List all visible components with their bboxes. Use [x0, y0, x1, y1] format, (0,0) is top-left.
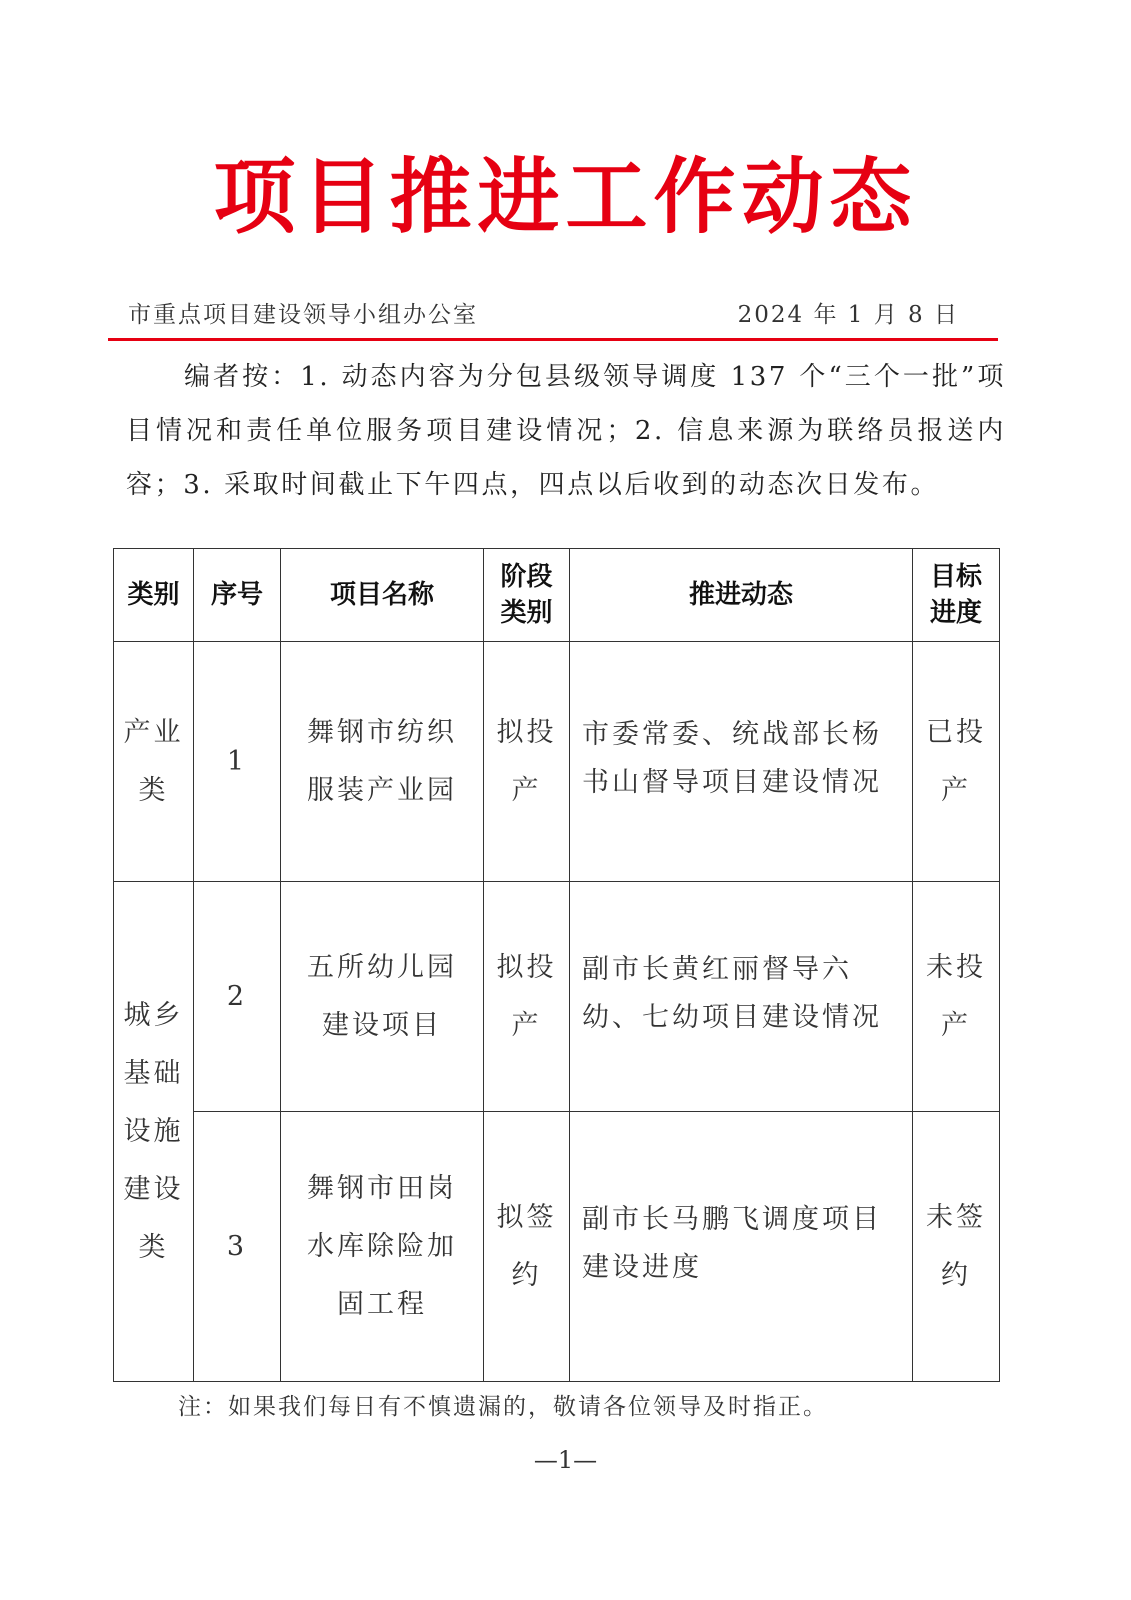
row-seq: 2 [194, 882, 281, 1112]
row-seq: 1 [194, 642, 281, 882]
editor-note: 编者按：1. 动态内容为分包县级领导调度 137 个“三个一批”项目情况和责任单位服务项目建设情况；2. 信息来源为联络员报送内容；3. 采取时间截止下午四点，四点以后收到的动态次日发布。 [126, 362, 1006, 500]
table-row [114, 882, 1000, 1112]
footnote: 注：如果我们每日有不慎遗漏的，敬请各位领导及时指正。 [178, 1394, 828, 1420]
header-target: 目标进度 [913, 549, 1000, 642]
row-target: 未签约 [913, 1112, 1000, 1382]
table-row [114, 642, 1000, 882]
row-stage: 拟签约 [484, 1112, 570, 1382]
header-stage: 阶段类别 [484, 549, 570, 642]
table-header-row [114, 549, 1000, 642]
row-target: 已投产 [913, 642, 1000, 882]
row-dynamics: 副市长黄红丽督导六幼、七幼项目建设情况 [570, 882, 913, 1112]
row-dynamics: 副市长马鹏飞调度项目建设进度 [570, 1112, 913, 1382]
row-name: 五所幼儿园建设项目 [281, 882, 484, 1112]
page-title: 项目推进工作动态 [213, 150, 918, 245]
issue-date: 2024 年 1 月 8 日 [737, 302, 959, 328]
header-dynamics: 推进动态 [570, 549, 913, 642]
project-table [113, 548, 1000, 1382]
row-name: 舞钢市纺织服装产业园 [281, 642, 484, 882]
red-divider [108, 338, 998, 341]
row-stage: 拟投产 [484, 882, 570, 1112]
table-row [114, 1112, 1000, 1382]
row-seq: 3 [194, 1112, 281, 1382]
row-category: 城乡基础设施建设类 [114, 882, 194, 1382]
header-category: 类别 [114, 549, 194, 642]
row-name: 舞钢市田岗水库除险加固工程 [281, 1112, 484, 1382]
header-name: 项目名称 [281, 549, 484, 642]
page-number: —1— [533, 1446, 598, 1474]
row-target: 未投产 [913, 882, 1000, 1112]
row-stage: 拟投产 [484, 642, 570, 882]
header-seq: 序号 [194, 549, 281, 642]
issuer: 市重点项目建设领导小组办公室 [128, 302, 478, 328]
row-dynamics: 市委常委、统战部长杨书山督导项目建设情况 [570, 642, 913, 882]
row-category: 产业类 [114, 642, 194, 882]
